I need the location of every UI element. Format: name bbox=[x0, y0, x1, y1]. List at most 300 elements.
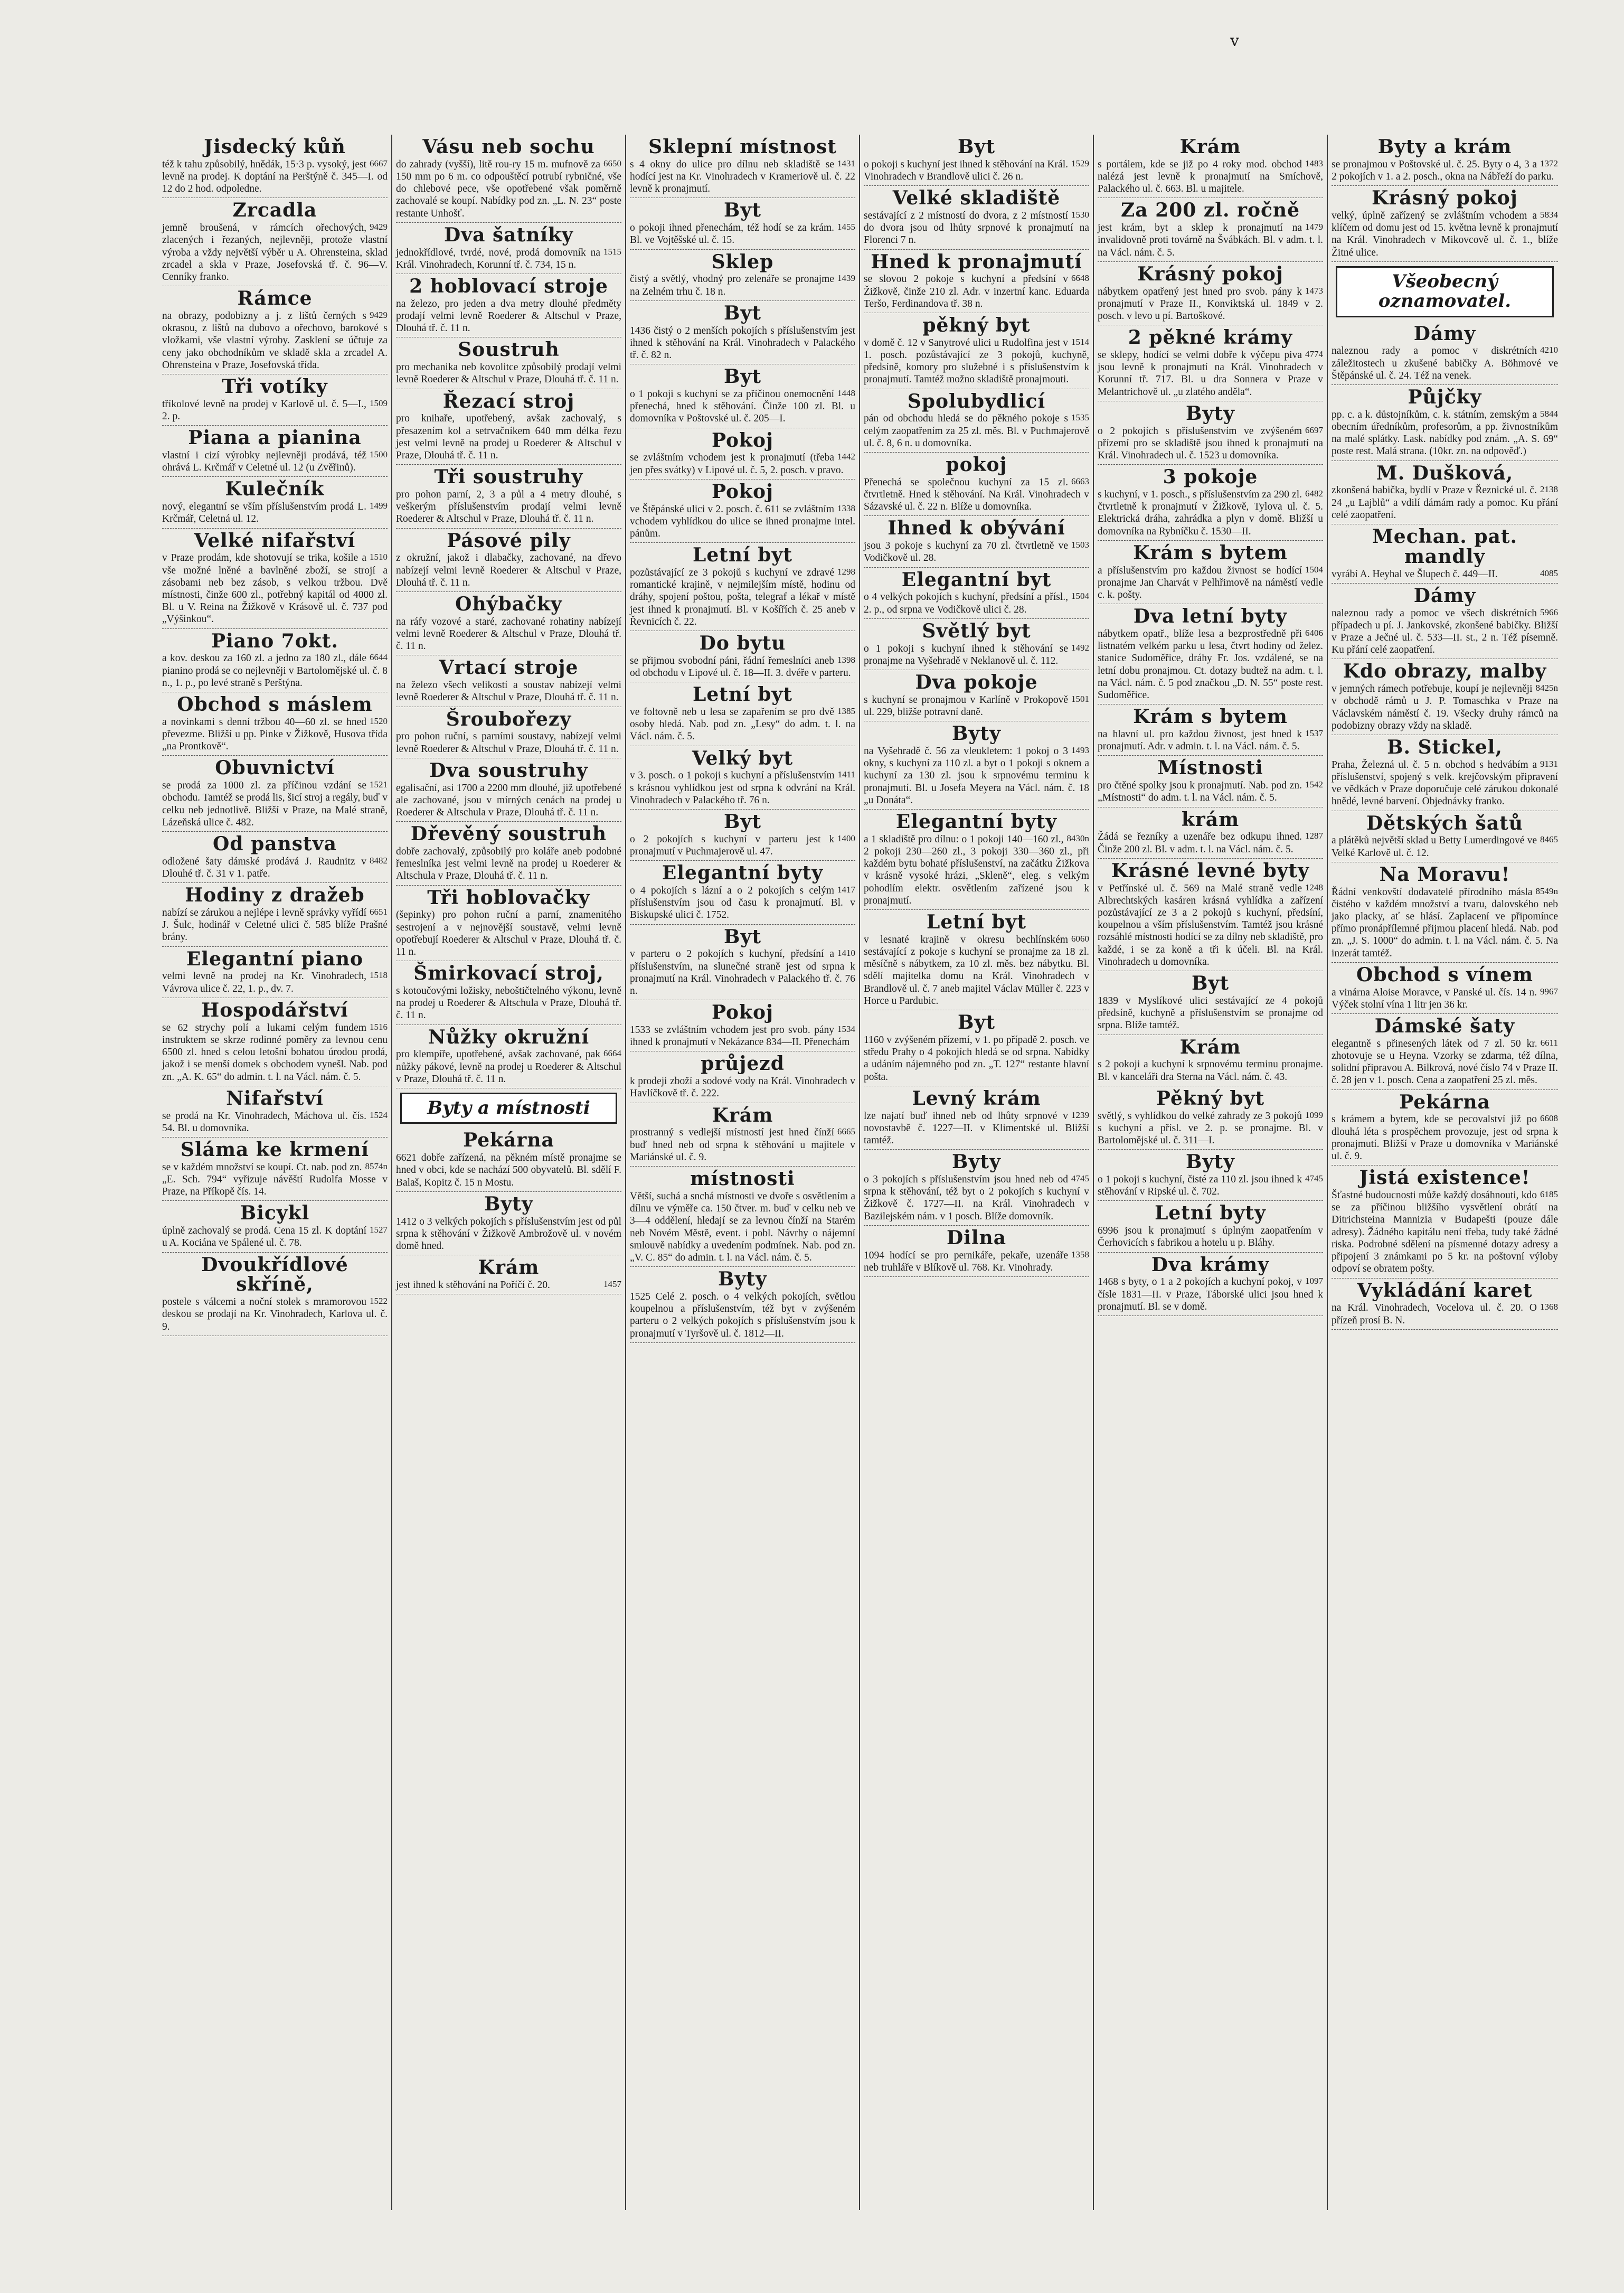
ad-number: 1417 bbox=[837, 885, 855, 895]
ad-number: 1499 bbox=[370, 501, 388, 511]
ad-title: Byty bbox=[1186, 1151, 1235, 1173]
classified-ad bbox=[1098, 859, 1323, 971]
ad-title: Elegantní piano bbox=[186, 947, 364, 970]
column-6 bbox=[1328, 135, 1562, 2210]
ad-body bbox=[1098, 1058, 1323, 1083]
ad-title: Dva pokoje bbox=[915, 671, 1038, 694]
ad-body bbox=[864, 643, 1089, 667]
classified-ad bbox=[864, 721, 1089, 810]
ad-number: 1099 bbox=[1305, 1110, 1323, 1120]
ad-text: a kov. deskou za 160 zl. a jedno za 180 zl., dále pianino prodá se co nejlevněji v Bartolomějské ul. č. 8 n., 1. p., po levé straně s Perštýna. bbox=[162, 653, 388, 689]
ad-text: postele s válcemi a noční stolek s mramorovou deskou se prodají na Kr. Vinohradech, Karlova ul. č. 9. bbox=[162, 1296, 388, 1332]
classified-ad bbox=[396, 1192, 621, 1255]
ad-text: dobře zachovalý, způsobilý pro koláře aneb podobné řemeslníka jest velmi levně na prodej u Roederer & Altschula v Praze, Dlouhá tř. č. 11 n. bbox=[396, 846, 621, 882]
ad-body bbox=[1098, 995, 1323, 1032]
ad-title: M. Dušková, bbox=[1376, 462, 1514, 484]
classified-ad bbox=[162, 1138, 388, 1201]
ad-body bbox=[162, 779, 388, 829]
ad-title: Dětských šatů bbox=[1366, 812, 1523, 834]
classified-ad bbox=[162, 832, 388, 883]
classified-ad bbox=[162, 477, 388, 528]
ad-body bbox=[162, 449, 388, 474]
ad-number: 1510 bbox=[370, 552, 388, 562]
ad-title: Letní byt bbox=[927, 911, 1026, 934]
section-heading-box: Byty a místnosti bbox=[400, 1093, 617, 1124]
ad-number: 1398 bbox=[837, 654, 855, 665]
ad-title: 2 pěkné krámy bbox=[1128, 326, 1293, 349]
ad-text: jest ihned k stěhování na Poříčí č. 20. bbox=[396, 1280, 550, 1291]
classified-ad bbox=[1098, 262, 1323, 325]
classified-ad bbox=[864, 810, 1089, 910]
classified-ad bbox=[396, 655, 621, 707]
ad-text: na Král. Vinohradech, Vocelova ul. č. 20. O přízeň prosí B. N. bbox=[1332, 1302, 1537, 1326]
ad-title: Letní byt bbox=[693, 683, 792, 706]
ad-title: Piano 7okt. bbox=[211, 629, 338, 652]
ad-number: 6185 bbox=[1540, 1189, 1558, 1200]
ad-number: 1439 bbox=[837, 273, 855, 284]
classified-ad bbox=[1098, 807, 1323, 859]
classified-ad bbox=[396, 707, 621, 758]
ad-text: a plátěků největší sklad u Betty Lumerdingové ve Velké Karlově ul. č. 12. bbox=[1332, 835, 1537, 859]
ad-number: 1298 bbox=[837, 567, 855, 577]
classified-ad bbox=[630, 1000, 855, 1051]
ad-title: krám bbox=[1181, 808, 1240, 831]
ad-number: 1520 bbox=[370, 716, 388, 726]
ad-body bbox=[864, 210, 1089, 247]
ad-number: 1338 bbox=[837, 503, 855, 513]
ad-title: Byty a krám bbox=[1377, 136, 1512, 158]
ad-title: Velké skladiště bbox=[892, 187, 1061, 210]
ad-body bbox=[630, 706, 855, 743]
ad-body bbox=[162, 856, 388, 880]
ad-title: B. Stickel, bbox=[1387, 736, 1503, 759]
classified-ad bbox=[864, 619, 1089, 670]
ad-title: Zrcadla bbox=[232, 199, 317, 222]
ad-title: Byt bbox=[958, 1011, 995, 1034]
ad-number: 1530 bbox=[1071, 210, 1089, 220]
ad-text: pán od obchodu hledá se do pěkného pokoje s celým zaopatřením za 25 zl. měs. Bl. v Puchmajerově ul. č. 8, 6 n. u domovníka. bbox=[864, 413, 1089, 449]
ad-body bbox=[864, 412, 1089, 449]
ad-text: egalisační, asi 1700 a 2200 mm dlouhé, již upotřebené ale zachované, jsou v mírných cenách na prodej u Roederer & Altschula v Praze, Dlouhá tř. č. 11 n. bbox=[396, 782, 621, 819]
ad-number: 1521 bbox=[370, 779, 388, 790]
ad-text: pro čtěné spolky jsou k pronajmutí. Nab. pod zn. „Místnosti“ do adm. t. l. na Václ. nám. č. 5. bbox=[1098, 780, 1302, 804]
ad-number: 6665 bbox=[837, 1126, 855, 1137]
ad-body bbox=[630, 452, 855, 476]
ad-body bbox=[396, 412, 621, 462]
ad-title: Pekárna bbox=[1399, 1091, 1490, 1113]
classified-ad bbox=[162, 529, 388, 629]
ad-number: 9967 bbox=[1540, 986, 1558, 997]
classified-ad bbox=[1332, 963, 1558, 1014]
ad-text: 1525 Celé 2. posch. o 4 velkých pokojích, světlou koupelnou a příslušenstvím, též byt v zvýšeném parteru o 2 velkých pokojích s příslušenstvím jsou k pronajmutí v Tyršově ul. č. 1812—II. bbox=[630, 1291, 855, 1339]
ad-body bbox=[396, 985, 621, 1022]
ad-number: 1515 bbox=[603, 246, 621, 257]
ad-title: Pokoj bbox=[711, 1001, 774, 1024]
ad-title: Řezací stroj bbox=[442, 390, 575, 412]
ad-text: s kuchyní se pronajmou v Karlíně v Prokopově ul. 229, bližše potravní daně. bbox=[864, 694, 1068, 718]
ad-body bbox=[1098, 349, 1323, 398]
column-1 bbox=[158, 135, 392, 2210]
ad-text: světlý, s vyhlídkou do velké zahrady ze 3 pokojů s kuchyní a přísl. ve 2. p. se pronajme. Bl. v Bartolomějské ul. č. 311—I. bbox=[1098, 1110, 1323, 1146]
ad-title: Šmirkovací stroj, bbox=[413, 962, 604, 985]
classified-ad bbox=[630, 682, 855, 746]
ad-title: Jisdecký kůň bbox=[204, 136, 346, 158]
ad-body bbox=[396, 298, 621, 335]
ad-title: Dámské šaty bbox=[1374, 1015, 1515, 1038]
column-5 bbox=[1094, 135, 1328, 2210]
ad-body bbox=[162, 716, 388, 753]
ad-text: s 4 okny do ulice pro dílnu neb skladiště se hodící jest na Kr. Vinohradech v Krameriově ul. č. 22 levně k pronajmutí. bbox=[630, 158, 855, 195]
ad-body bbox=[864, 1034, 1089, 1083]
ad-body bbox=[1098, 628, 1323, 701]
ad-title: Obuvnictví bbox=[215, 757, 335, 779]
ad-text: o 1 pokoji s kuchyní se za příčinou onemocnění přenechá, hned k stěhování. Činže 100 zl. Bl. u domovníka v Poštovské ul. č. 205—I. bbox=[630, 389, 855, 425]
ad-body bbox=[630, 325, 855, 362]
ad-body bbox=[1098, 831, 1323, 855]
ad-body bbox=[396, 247, 621, 271]
ad-number: 1479 bbox=[1305, 222, 1323, 232]
classified-ad bbox=[864, 135, 1089, 186]
ad-body bbox=[1098, 286, 1323, 323]
ad-text: o pokoji ihned přenechám, též hodí se za krám. Bl. ve Vojtěšské ul. č. 15. bbox=[630, 222, 834, 246]
ad-text: v domě č. 12 v Sanytrové ulici u Rudolfina jest v 1. posch. pozůstávající ze 3 pokojů, kuchyně, předsíně, komory pro služebné i s příslušenstvím k pronajmutí. Tamtéž možno skladiště pronajmouti. bbox=[864, 337, 1089, 386]
ad-number: 1372 bbox=[1540, 158, 1558, 168]
ad-text: v parteru o 2 pokojích s kuchyní, předsíní a příslušenstvím, na slunečné straně jest od srpna k pronajmutí na Král. Vinohradech v Palackého tř. č. 76 n. bbox=[630, 948, 855, 997]
classified-ad bbox=[864, 1086, 1089, 1150]
ad-title: Pěkný byt bbox=[1156, 1087, 1265, 1110]
classified-ad bbox=[1098, 401, 1323, 465]
ad-number: 1493 bbox=[1071, 745, 1089, 756]
ad-body bbox=[630, 158, 855, 195]
ad-body bbox=[1098, 779, 1323, 804]
classified-ad bbox=[162, 198, 388, 286]
ad-title: Letní byty bbox=[1155, 1202, 1266, 1225]
ad-text: velký, úplně zařízený se zvláštním vchodem a klíčem od domu jest od 15. května levně k pronajmutí na Král. Vinohradech v Mikovcově ul. č. 1., blíže Žitné ulice. bbox=[1332, 210, 1558, 258]
classified-ad bbox=[630, 861, 855, 924]
ad-number: 5966 bbox=[1540, 607, 1558, 617]
ad-title: Dvoukřídlové skříně, bbox=[201, 1253, 348, 1296]
ad-title: Pokoj bbox=[711, 480, 774, 503]
ad-body bbox=[162, 398, 388, 422]
ad-text: jemně broušená, v rámcích ořechových, zlacených i řezaných, nejlevněji, protože vlastní výroba a vždy největší výběr u A. Ohrensteina, sklad zrcadel a skla v Praze, Josefovská tř. č. 96—V. Cenníky franko. bbox=[162, 222, 388, 283]
classified-ad bbox=[630, 198, 855, 249]
ad-body bbox=[864, 1249, 1089, 1274]
ad-text: o 1 pokoji s kuchyní ihned k stěhování se pronajme na Vyšehradě v Neklanově ul. č. 112. bbox=[864, 643, 1068, 666]
ad-text: a 1 skladiště pro dílnu: o 1 pokoji 140—160 zl., 2 pokoji 230—260 zl., 3 pokoji 330—360 zl., při každém bytu bohaté příslušenství, na začátku Žižkova v krásně vysoké hrázi, „Skleně“, eleg. s velkým pohodlím elektr. osvětlením zařízené jsou k pronajmutí. bbox=[864, 833, 1089, 906]
ad-text: k prodeji zboží a sodové vody na Král. Vinohradech v Havlíčkově tř. č. 222. bbox=[630, 1076, 855, 1099]
ad-title: Byty bbox=[718, 1268, 767, 1291]
ad-body bbox=[1332, 834, 1558, 859]
ad-number: 6667 bbox=[370, 158, 388, 168]
classified-ad bbox=[396, 465, 621, 528]
ad-title: Sklep bbox=[711, 250, 774, 273]
classified-ad bbox=[630, 1103, 855, 1167]
ad-text: s kuchyní, v 1. posch., s příslušenstvím za 290 zl. čtvrtletně k pronajmutí v Žižkově, Tylova ul. č. 5. Elektrická dráha, zahrádka a plyn v domě. Bližší u domovníka na Rybníčku č. 1530—II. bbox=[1098, 489, 1323, 537]
ad-body bbox=[396, 158, 621, 220]
classified-ad bbox=[630, 480, 855, 543]
classified-ad bbox=[864, 910, 1089, 1010]
ad-number: 8574n bbox=[365, 1161, 388, 1171]
ad-text: Řádní venkovští dodavatelé přírodního másla čistého v každém množství a tvaru, dalovského neb jako placky, ať se hlásí. Zaplacení ve připomínce přímo pronápřílemné přijmou placení hledá. Nab. pod zn. „J. S. 1000“ do admin. t. l. na Václ. nám. č. 5. Na inzerát tamtéž. bbox=[1332, 886, 1558, 959]
classified-ad bbox=[1098, 1150, 1323, 1201]
classified-ad bbox=[1098, 135, 1323, 198]
ad-text: 1839 v Myslíkové ulici sestávající ze 4 pokojů předsíně, kuchyně a příslušenstvím se pronajme od srpna. Blíže tamtéž. bbox=[1098, 995, 1323, 1031]
ad-number: 6648 bbox=[1071, 273, 1089, 284]
ad-body bbox=[396, 679, 621, 703]
ad-title: Dva soustruhy bbox=[429, 759, 588, 782]
ad-number: 6650 bbox=[603, 158, 621, 168]
ad-title: Šroubořezy bbox=[446, 708, 572, 730]
ad-text: zkonšená babička, bydlí v Praze v Řeznické ul. č. 24 „u Lajblů“ a vdilí dámám rady a pomoc. Ku přání celé zaopatření. bbox=[1332, 485, 1558, 521]
ad-body bbox=[1098, 222, 1323, 259]
ad-text: 1160 v zvýšeném přízemí, v 1. po případě 2. posch. ve středu Prahy o 4 pokojích hledá se od srpna. Nabídky a udáním nájemného pod zn. „T. 127“ restante hlavní pošta. bbox=[864, 1034, 1089, 1083]
ad-title: průjezd bbox=[701, 1052, 785, 1075]
classified-ad bbox=[396, 529, 621, 592]
ad-body bbox=[396, 730, 621, 755]
classified-ad bbox=[1332, 1090, 1558, 1166]
classified-ad bbox=[1098, 465, 1323, 541]
ad-body bbox=[162, 222, 388, 283]
ad-number: 1448 bbox=[837, 388, 855, 399]
ad-title: Piana a pianina bbox=[188, 427, 362, 449]
ad-number: 1431 bbox=[837, 158, 855, 168]
ad-title: Obchod s máslem bbox=[177, 693, 373, 716]
ad-title: Rámce bbox=[237, 287, 313, 310]
classified-ad bbox=[396, 961, 621, 1025]
ad-title: Tři votíky bbox=[222, 375, 328, 398]
ad-text: s krámem a bytem, kde se pecovalství již po dlouhá léta s prospěchem provozuje, jest od srpna k pronajmutí. Bližší v Praze u domovníka v Mariánské ul. č. 9. bbox=[1332, 1114, 1558, 1162]
ad-number: 1534 bbox=[837, 1024, 855, 1035]
ad-text: se zvláštním vchodem jest k pronajmutí (třeba jen přes svátky) v Lipové ul. č. 5, 2. posch. v pravo. bbox=[630, 452, 844, 476]
ad-number: 1248 bbox=[1305, 882, 1323, 892]
classified-ad bbox=[162, 426, 388, 477]
ad-title: Dva krámy bbox=[1151, 1253, 1270, 1276]
ad-title: Dva letní byty bbox=[1133, 605, 1288, 628]
classified-ad bbox=[396, 1025, 621, 1088]
ad-title: Elegantní byty bbox=[895, 811, 1058, 833]
ad-text: se v každém množství se koupí. Ct. nab. pod zn. „E. Sch. 794“ vyřizuje návěští Rudolfa Mosse v Praze, na Příkopě čís. 14. bbox=[162, 1161, 388, 1198]
ad-title: Hospodářství bbox=[201, 999, 348, 1021]
ad-body bbox=[1098, 728, 1323, 753]
classified-ad bbox=[1098, 1201, 1323, 1252]
ad-text: naleznou rady a pomoc ve všech diskrétních případech u pí. J. Jankovské, zkonšené babičky. Bližší v Praze a Ječné ul. č. 533—II. st., 2 n. Též písemně. Ku přání celé zaopatření. bbox=[1332, 607, 1558, 656]
ad-text: lze najatí buď ihned neb od lhůty srpnové v novostavbě č. 1227—II. v Klimentské ul. Bližší tamtéž. bbox=[864, 1110, 1089, 1146]
classified-ad bbox=[630, 428, 855, 480]
classified-ad bbox=[162, 1253, 388, 1336]
ad-text: vyrábí A. Heyhal ve Šlupech č. 449—II. bbox=[1332, 568, 1498, 580]
ad-number: 1442 bbox=[837, 452, 855, 462]
ad-text: jsou 3 pokoje s kuchyní za 70 zl. čtvrtletně ve Vodičkově ul. 28. bbox=[864, 540, 1068, 564]
ad-body bbox=[162, 1110, 388, 1134]
ad-text: nový, elegantní se vším příslušenstvím prodá L. Krčmář, Celetná ul. 12. bbox=[162, 501, 366, 525]
ad-body bbox=[1332, 683, 1558, 732]
ad-number: 1537 bbox=[1305, 728, 1323, 739]
ad-body bbox=[396, 552, 621, 589]
ad-title: Sklepní místnost bbox=[648, 136, 837, 158]
ad-body bbox=[1332, 210, 1558, 259]
ad-number: 6060 bbox=[1071, 933, 1089, 944]
ad-text: v 3. posch. o 1 pokoji s kuchyní a příslušenstvím s krásnou vyhlídkou jest od srpna k odvrání na Král. Vinohradech v Palackého tř. 76 n. bbox=[630, 770, 855, 806]
ad-text: s 2 pokoji a kuchyní k srpnovému terminu pronajme. Bl. v kanceláři dra Sterna na Václ. nám. č. 43. bbox=[1098, 1059, 1323, 1083]
ad-title: Byt bbox=[958, 136, 995, 158]
ad-number: 6608 bbox=[1540, 1113, 1558, 1124]
ad-text: pro klempíře, upotřebené, avšak zachované, pak nůžky pákové, levně na prodej u Roederer & Altschul v Praze, Dlouhá tř. č. 11 n. bbox=[396, 1049, 621, 1085]
ad-number: 8465 bbox=[1540, 834, 1558, 845]
ad-text: pro knihaře, upotřebený, avšak zachovalý, s přesazením kol a setrvačníkem 640 mm délka řezu jest velmi levně na prodej u Roederer & Altschul v Praze, Dlouhá tř. č. 11 n. bbox=[396, 413, 621, 462]
ad-text: o 2 pokojích s příslušenstvím ve zvýšeném přízemí pro se skladiště jsou ihned k pronajmutí na Král. Vinohradech ul. č. 1523 u domovníka. bbox=[1098, 425, 1323, 462]
ad-title: Obchod s vínem bbox=[1356, 963, 1533, 986]
ad-text: na Vyšehradě č. 56 za vleukletem: 1 pokoj o 3 okny, s kuchyní za 110 zl. a byt o 1 pokoji s oknem a kuchyní za 130 zl. jsou k srpnovému terminu k pronajmutí. Bl. u Josefa Meyera na Václ. nám. č. 18 „u Donáta“. bbox=[864, 746, 1089, 806]
ad-title: Místnosti bbox=[1157, 757, 1263, 779]
classified-ad bbox=[1332, 1166, 1558, 1278]
classified-ad bbox=[864, 186, 1089, 249]
ad-body bbox=[396, 1048, 621, 1085]
ad-title: Byt bbox=[724, 811, 761, 833]
ad-body bbox=[630, 1190, 855, 1264]
ad-title: Dřevěný soustruh bbox=[410, 823, 607, 845]
ad-body bbox=[396, 361, 621, 386]
ad-text: na ráfy vozové a staré, zachované rohatiny nabízejí velmi levně Roederer & Altschul v Praze, Dlouhá tř. č. 11 n. bbox=[396, 616, 621, 652]
ad-text: ve Štěpánské ulici v 2. posch. č. 611 se zvláštním vchodem vyhlídkou do ulice se ihned pronajme intel. pánům. bbox=[630, 503, 855, 540]
ad-text: pro pohon parní, 2, 3 a půl a 4 metry dlouhé, s veškerým příslušenstvím prodají velmi levně Roederer & Altschul v Praze, Dlouhá tř. č. 11 n. bbox=[396, 489, 621, 525]
ad-text: na železo, pro jeden a dva metry dlouhé předměty prodají velmi levně Roederer & Altschul v Praze, Dlouhá tř. č. 11 n. bbox=[396, 298, 621, 334]
classified-ad bbox=[1098, 1253, 1323, 1316]
ad-text: Větší, suchá a snchá místnosti ve dvoře s osvětlením a dílnu ve výměře ca. 150 čtver. m. buď v celku neb ve 3—4 oddělení, hledají se za levnou čínží na Starém neb Novém Městě, event. i pobl. Návrhy o nájemní smlouvě nabídky a uvedením podmínek. Nab. pod zn. „V. C. 85“ do admin. t. l. na Václ. nám. č. 5. bbox=[630, 1190, 855, 1263]
ad-title: Nifařství bbox=[226, 1087, 324, 1110]
ad-title: Pekárna bbox=[463, 1129, 554, 1152]
classified-ad bbox=[1332, 385, 1558, 461]
classified-ad bbox=[864, 250, 1089, 313]
ad-text: pozůstávající ze 3 pokojů s kuchyní ve zdravé romantické krajině, v nejmilejším místě, hodinu od dráhy, spojení poštou, pošta, telegraf a lékař v místě jest ihned k pronajmutí. Bl. v Košířích č. 25 aneb v Řevnicích č. 22. bbox=[630, 567, 855, 627]
ad-title: Vrtací stroje bbox=[439, 656, 579, 679]
ad-text: elegantně s přinesených látek od 7 zl. 50 kr. zhotovuje se u Heyna. Vzorky se zdarma, též dílna, solidní připravou A. Bilkrová, nové číslo 74 v Praze II. č. 28 jen v 1. posch. Cena a zaopatření 25 zl. měs. bbox=[1332, 1038, 1558, 1086]
ad-text: 1094 hodící se pro pernikáře, pekaře, uzenáře neb truhláře v Blíkově ul. 768. Kr. Vinohrady. bbox=[864, 1249, 1068, 1273]
ad-body bbox=[630, 1126, 855, 1163]
classified-ad bbox=[396, 822, 621, 885]
ad-number: 8549n bbox=[1535, 886, 1558, 896]
ad-number: 1457 bbox=[603, 1279, 621, 1290]
ad-number: 1287 bbox=[1305, 831, 1323, 841]
classified-ad bbox=[1332, 659, 1558, 735]
ad-body bbox=[162, 1161, 388, 1198]
ad-number: 1529 bbox=[1071, 158, 1089, 168]
ad-text: naleznou rady a pomoc v diskrétních záležitostech u zkušené babičky A. Böhmové ve Štěpánské ul. č. 24. Též na venek. bbox=[1332, 345, 1558, 381]
ad-body bbox=[864, 934, 1089, 1007]
classified-ad bbox=[1098, 325, 1323, 401]
ad-body bbox=[864, 476, 1089, 513]
ad-text: o 2 pokojích s kuchyní v parteru jest k pronajmutí v Puchmajerově ul. 47. bbox=[630, 833, 834, 858]
ad-text: Praha, Železná ul. č. 5 n. obchod s hedvábím a příslušenství, spojený s velk. krejčovským připravení ve vědkách v Praze doporučuje celé zárukou dokonalé hnědé, levné barvení. Objednávky franko. bbox=[1332, 759, 1558, 807]
classified-ad bbox=[630, 301, 855, 364]
ad-text: v Praze prodám, kde shotovují se trika, košile a vše možné lněné a bavlněné zboží, se strojí a zásobami neb bez zásob, s velkou tržbou. Dvě místnosti, činže 600 zl., potřebný kapitál od 4000 zl. Bl. u V. Reina na Žižkově v Krásově ul. č. 737 pod „Výšinkou“. bbox=[162, 552, 388, 625]
classified-ad bbox=[864, 516, 1089, 567]
classified-ad bbox=[1098, 541, 1323, 604]
ad-number: 2138 bbox=[1540, 484, 1558, 495]
ad-number: 1522 bbox=[370, 1296, 388, 1307]
ad-number: 1542 bbox=[1305, 779, 1323, 790]
classified-ad bbox=[1098, 1086, 1323, 1150]
ad-number: 1411 bbox=[837, 769, 855, 780]
classified-ad bbox=[630, 1167, 855, 1267]
classified-ad bbox=[396, 592, 621, 655]
ad-title: Spolubydlicí bbox=[907, 390, 1046, 412]
ad-title: Elegantní byt bbox=[901, 568, 1052, 591]
ad-title: Elegantní byty bbox=[662, 862, 824, 885]
ad-text: se přijmou svobodní páni, řádní řemeslníci aneb od obchodu v Lipové ul. č. 18—II. 3. dvéře v parteru. bbox=[630, 655, 851, 679]
ad-title: Dámy bbox=[1413, 584, 1476, 607]
ad-number: 4774 bbox=[1305, 349, 1323, 360]
ad-text: (šepinky) pro pohon ruční a parní, znamenitého sestrojení a v nejnovější soustavě, velmi levně opotřebují Roederer & Altschul v Praze, Dlouhá tř. č. 11 n. bbox=[396, 909, 621, 958]
classified-ad bbox=[1098, 971, 1323, 1035]
ad-body bbox=[1098, 158, 1323, 195]
ad-text: v lesnaté krajině v okresu bechlínském sestávající z pokoje s kuchyní se pronajme za 18 zl. měsíčně s nábytkem, za 10 zl. měs. bez nábytku. Bl. sdělí majitelka domu na Král. Vinohradech v Brandlově ul. č. 7 aneb majitel Václav Müller č. 223 v Horce u Pardubic. bbox=[864, 934, 1089, 1007]
ad-text: v jemných rámech potřebuje, koupí je nejlevněji v obchodě rámů u J. P. Tomaschka v Praze na Václavském náměstí č. 19. Všecky druhy rámců na podobizny obrazy vždy na skladě. bbox=[1332, 683, 1558, 731]
ad-text: pro mechanika neb kovolitce způsobilý prodají velmi levně Roederer & Altschul v Praze, Dlouhá tř. č. 11 n. bbox=[396, 362, 621, 386]
ad-text: 6996 jsou k pronajmutí s úplným zaopatřením v Čerhovicích s fabrikou a hotelu u p. Bláhy. bbox=[1098, 1225, 1323, 1249]
ad-number: 1503 bbox=[1071, 540, 1089, 550]
classified-ad bbox=[1332, 461, 1558, 524]
ad-title: Světlý byt bbox=[922, 619, 1031, 642]
ad-title: Byty bbox=[1186, 402, 1235, 425]
classified-ad bbox=[1332, 1014, 1558, 1090]
ad-body bbox=[1098, 488, 1323, 538]
ad-number: 1500 bbox=[370, 449, 388, 460]
classified-ad bbox=[630, 746, 855, 810]
ad-number: 6644 bbox=[370, 652, 388, 663]
classified-ad bbox=[1332, 1279, 1558, 1330]
ad-text: do zahrady (vyšší), litě rou-ry 15 m. mufnově za 150 mm po 6 m. co odpouštěcí potrubí rybničné, vše do chlebové pece, vše opotřebené však poměrně zachovalé se koupí. Nabídky pod zn. „L. N. 23“ poste restante Unhošť. bbox=[396, 158, 621, 219]
ad-text: se 62 strychy polí a lukami celým fundem instruktem se skrze rodinné poměry za levnou cenu 6500 zl. hned s celou letošní bohatou úrodou prodá, jakož i se menší domek s obchodem vynešl. Nab. pod zn. „A. K. 65“ do admin. t. l. na Václ. nám. č. 5. bbox=[162, 1022, 388, 1083]
ad-text: pro pohon ruční, s parními soustavy, nabízejí velmi levně Roederer & Altschul v Praze, Dlouhá tř. č. 11 n. bbox=[396, 731, 621, 755]
ad-body bbox=[864, 745, 1089, 806]
ad-text: sestávající z 2 místností do dvora, z 2 místností do dvora jsou od lhůty srpnové k pronajmutí na Florenci 7 n. bbox=[864, 210, 1089, 246]
ad-title: Byt bbox=[724, 302, 761, 324]
ad-body bbox=[864, 158, 1089, 183]
ad-body bbox=[864, 337, 1089, 386]
ad-body bbox=[162, 310, 388, 371]
classified-ad bbox=[162, 1201, 388, 1252]
ad-number: 1358 bbox=[1071, 1249, 1089, 1260]
ad-body bbox=[162, 158, 388, 195]
ad-body bbox=[396, 488, 621, 525]
classified-ad bbox=[630, 250, 855, 301]
ad-body bbox=[1332, 1113, 1558, 1162]
ad-title: Levný krám bbox=[912, 1087, 1041, 1110]
ad-text: nabízí se zárukou a nejlépe i levně správky vyřídí J. Šulc, hodinář v Celetné ulici č. 585 blíže Prašné brány. bbox=[162, 907, 388, 943]
ad-text: 1436 čistý o 2 menších pokojích s příslušenstvím jest ihned k stěhování na Král. Vinohradech v Palackého tř. č. 82 n. bbox=[630, 325, 855, 361]
ad-text: na železo všech velikostí a soustav nabízejí velmi levně Roederer & Altschul v Praze, Dlouhá tř. č. 11 n. bbox=[396, 680, 621, 703]
ad-number: 1385 bbox=[837, 706, 855, 717]
classified-ad bbox=[396, 1128, 621, 1191]
classified-ad bbox=[396, 135, 621, 223]
ad-title: Dámy bbox=[1413, 322, 1476, 345]
ad-body bbox=[1332, 759, 1558, 808]
ad-title: Krásný pokoj bbox=[1137, 262, 1283, 285]
classified-ad bbox=[396, 389, 621, 465]
classified-ad bbox=[396, 758, 621, 822]
column-3 bbox=[626, 135, 860, 2210]
ad-body bbox=[1098, 882, 1323, 968]
ad-number: 4745 bbox=[1305, 1173, 1323, 1183]
ad-title: Dva šatníky bbox=[444, 223, 573, 246]
ad-number: 1492 bbox=[1071, 642, 1089, 653]
classified-ad bbox=[1098, 756, 1323, 807]
classified-ad bbox=[162, 756, 388, 832]
ad-number: 1455 bbox=[837, 222, 855, 232]
ad-body bbox=[1098, 1110, 1323, 1147]
classified-ad bbox=[630, 543, 855, 631]
ad-text: s portálem, kde se již po 4 roky mod. obchod nalézá jest levně k pronajmutí na Smíchově, Palackého ul. č. 663. Bl. u majitele. bbox=[1098, 158, 1323, 195]
